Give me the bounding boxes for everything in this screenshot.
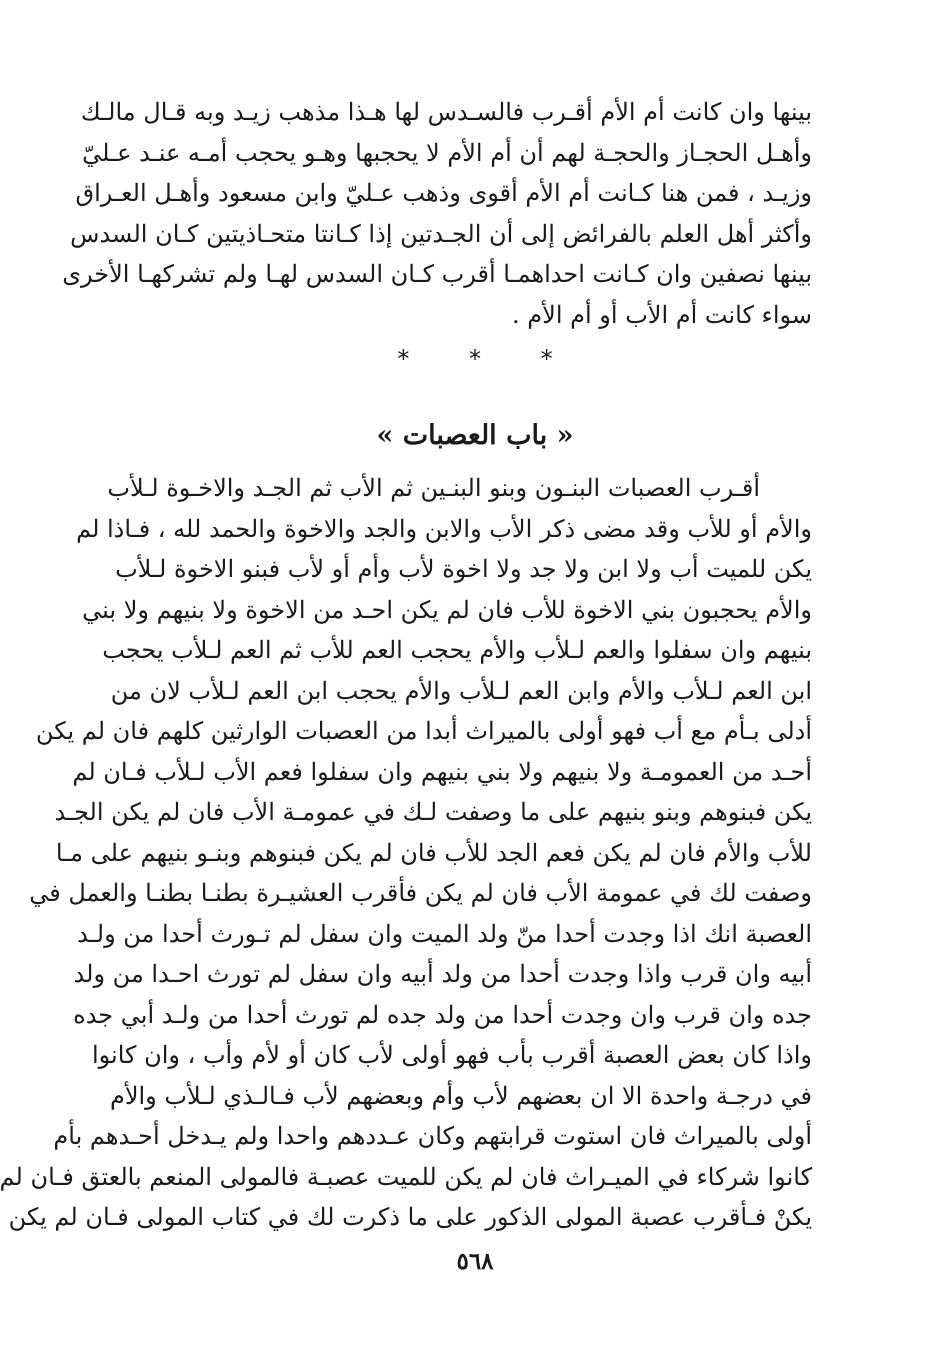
- body-line: أحـد من العمومـة ولا بنيهم ولا بني بنيهم وان سفلوا فعم الأب لـلأب فـان لم: [72, 757, 812, 786]
- body-line: أدلى بـأم مع أب فهو أولى بالميراث أبدا من العصبات الوارثين كلهم فان لم يكن: [35, 717, 812, 745]
- intro-line: بينها نصفين وان كـانت احداهمـا أقرب كـان السدس لهـا ولم تشركهـا الأخرى: [62, 260, 812, 288]
- intro-line: وزيـد ، فمن هنا كـانت أم الأم أقوى وذهب عـليّ وابن مسعود وأهـل العـراق: [75, 179, 812, 207]
- body-line: يكنْ فـأقرب عصبة المولى الذكور على ما ذكرت لك في كتاب المولى فـان لم يكن: [8, 1203, 812, 1231]
- body-line: ابن العم لـلأب والأم وابن العم لـلأب والأم يحجب ابن العم لـلأب لان من: [110, 676, 812, 705]
- body-line: أبيه وان قرب واذا وجدت أحدا من ولد أبيه وان سفل لم تورث احـدا من ولد: [73, 960, 812, 988]
- intro-line: وأهـل الحجـاز والحجـة لهم أن أم الأم لا يحجبها وهـو يحجب أمـه عنـد عـليّ: [82, 138, 812, 167]
- intro-line: وأكثر أهل العلم بالفرائض إلى أن الجـدتين إذا كـانتا متحـاذيتين كـان السدس: [70, 219, 812, 248]
- body-line: أولى بالميراث فان استوت قرابتهم وكان عـددهم واحدا ولم يـدخل أحـدهم بأم: [53, 1122, 812, 1150]
- body-line: أقـرب العصبات البنـون وبنو البنـين ثم الأب ثم الجـد والاخـوة لـلأب: [107, 474, 760, 502]
- body-line: وصفت لك في عمومة الأب فان لم يكن فأقرب العشيـرة بطنـا بطنـا والعمل في: [29, 879, 812, 907]
- body-line: كانوا شركاء في الميـراث فان لم يكن للميت عصبـة فالمولى المنعم بالعتق فـان لم: [0, 1162, 812, 1191]
- intro-paragraph: [62, 92, 812, 335]
- body-line: يكن فبنوهم وبنو بنيهم على ما وصفت لـك في عمومـة الأب فان لم يكن الجـد: [54, 798, 812, 826]
- body-line: والأم يحجبون بني الاخوة للأب فان لم يكن احـد من الاخوة ولا بنيهم ولا بني: [82, 595, 812, 624]
- body-line: والأم أو للأب وقد مضى ذكر الأب والابن والجد والاخوة والحمد لله ، فـاذا لم: [76, 514, 812, 543]
- body-line: العصبة انك اذا وجدت أحدا منّ ولد الميت وان سفل لم تـورث أحدا من ولـد: [77, 919, 812, 948]
- body-line: جده وان قرب وان وجدت أحدا من ولد جده لم تورث أحدا من ولـد أبي جده: [73, 1000, 812, 1029]
- body-line: للأب والأم فان لم يكن فعم الجد للأب فان لم يكن فبنوهم وبنـو بنيهم على مـا: [55, 838, 812, 867]
- chapter-body: [0, 468, 812, 1238]
- body-line: في درجـة واحدة الا ان بعضهم لأب وأم وبعضهم لأب فـالـذي لـلأب والأم: [109, 1081, 812, 1110]
- section-separator: * * *: [397, 345, 579, 373]
- body-line: يكن للميت أب ولا ابن ولا جد ولا اخوة لأب وأم أو لأب فبنو الاخوة لـلأب: [115, 555, 812, 583]
- intro-line: سواء كانت أم الأب أو أم الأم .: [512, 300, 812, 329]
- body-line: واذا كان بعض العصبة أقرب بأب فهو أولى لأب كان أو لأم وأب ، وان كانوا: [91, 1041, 812, 1069]
- page-number: ٥٦٨: [456, 1248, 494, 1275]
- chapter-heading: « باب العصبات »: [376, 420, 574, 451]
- intro-line: بينها وان كانت أم الأم أقـرب فالسـدس لها هـذا مذهب زيـد وبه قـال مالـك: [80, 98, 812, 126]
- body-line: بنيهم وان سفلوا والعم لـلأب والأم يحجب العم للأب ثم العم لـلأب يحجب: [102, 636, 812, 664]
